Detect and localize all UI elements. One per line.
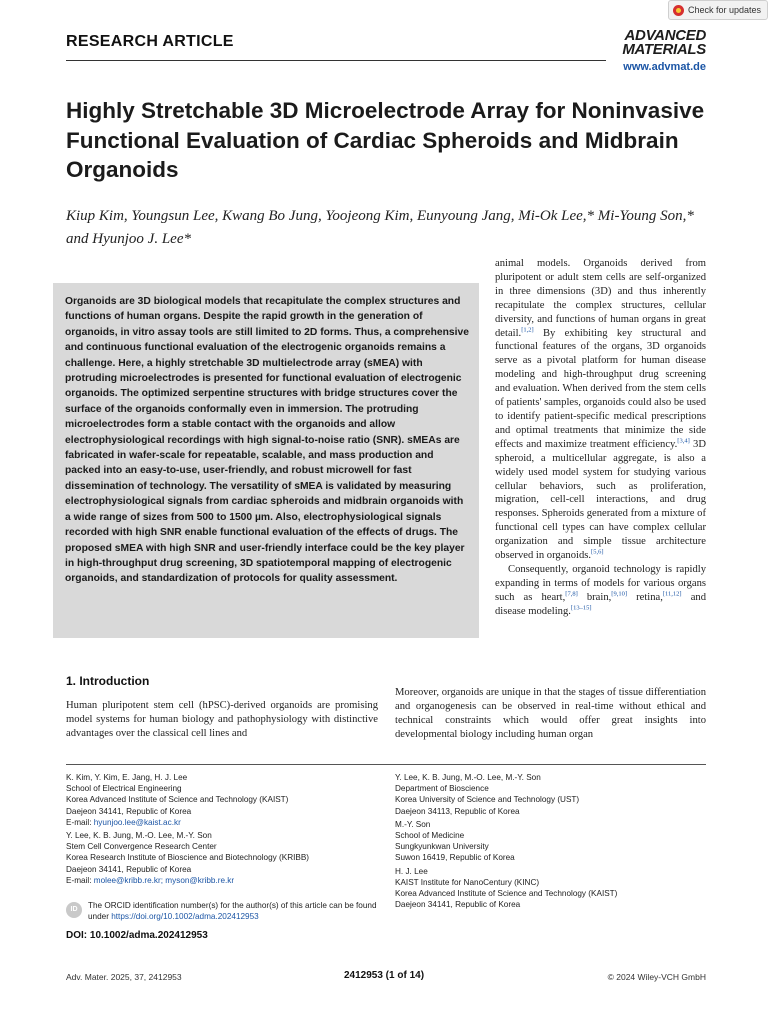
right-column-body (495, 257, 706, 619)
affiliation-line: Daejeon 34141, Republic of Korea (395, 900, 521, 910)
body-paragraph (495, 563, 706, 619)
email-link[interactable]: molee@kribb.re.kr; myson@kribb.re.kr (93, 875, 235, 885)
affiliation-names: Y. Lee, K. B. Jung, M.-O. Lee, M.-Y. Son (66, 831, 212, 841)
citation-link[interactable]: [13–15] (570, 604, 592, 612)
citation-link[interactable]: [7,8] (565, 590, 578, 598)
affiliation-line: Korea Advanced Institute of Science and Technology (KAIST) (66, 795, 289, 805)
citation-link[interactable]: [11,12] (662, 590, 682, 598)
affiliations-left (66, 772, 376, 888)
affiliation-block (66, 830, 376, 886)
text-run: animal models. Organoids derived from pluripotent or adult stem cells are self-organized in three dimensions (3D) and thus inherently recapitulate the complex structures, cellular diversity, and functions of human organs in great detail. (495, 258, 706, 339)
affiliation-block (66, 772, 376, 828)
affiliation-line: Korea Research Institute of Bioscience and Biotechnology (KRIBB) (66, 853, 310, 863)
section-label: RESEARCH ARTICLE (66, 33, 234, 50)
affiliation-names: H. J. Lee (395, 866, 428, 876)
text-run: By exhibiting key structural and functional features of the organs, 3D organoids serve as a pivotal platform for human disease modeling and high-throughput drug screening and evaluation. When derived from the stem cells of patients' samples, organoids could also be used to identify patient-specific medical prescriptions and optimal treatments that minimize the side effects and maximize treatment efficiency. (495, 327, 706, 450)
affiliation-line: Daejeon 34141, Republic of Korea (66, 806, 192, 816)
paper-title: Highly Stretchable 3D Microelectrode Array for Noninvasive Functional Evaluation of Cardiac Spheroids and Midbrain Organoids (66, 98, 705, 182)
text-run: Consequently, organoid technology is rapidly expanding in terms of models for various organs such as heart, (495, 563, 706, 603)
affiliation-divider (66, 764, 706, 765)
check-for-updates-button[interactable] (668, 0, 768, 20)
affiliation-names: M.-Y. Son (395, 819, 431, 829)
footer-page-number: 2412953 (1 of 14) (343, 970, 425, 981)
text-run: retina, (627, 591, 663, 603)
affiliation-line: Suwon 16419, Republic of Korea (395, 853, 515, 863)
affiliation-line: Daejeon 34113, Republic of Korea (395, 806, 520, 816)
email-label: E-mail: (66, 817, 94, 827)
citation-link[interactable]: [9,10] (611, 590, 627, 598)
affiliation-names: K. Kim, Y. Kim, E. Jang, H. J. Lee (66, 773, 188, 782)
right-column-continuation: Moreover, organoids are unique in that the stages of tissue differentiation and organogenesis can be observed in real-time without ethical and technical constraints which would offer great insights into developmental biology including human organ (395, 687, 706, 740)
citation-link[interactable]: [3,4] (677, 437, 690, 445)
affiliation-line: Daejeon 34141, Republic of Korea (66, 864, 192, 874)
abstract-text: Organoids are 3D biological models that recapitulate the complex structures and functions of human organs. Despite the rapid growth in the generation of organoids, in vitro assay tools are still limited to 2D forms. Thus, a comprehensive and continuous functional evaluation of the electrogenic organoids remains a challenge. Here, a highly stretchable 3D multielectrode array (sMEA) with protruding microelectrodes is presented for functional evaluation of electrogenic organoids. The optimized serpentine structures with bridge structures cover the surface of the organoids conformally even in immersion. The protruding microelectrodes form a stable contact with the organoids and allow electrophysiological recordings with high signal-to-noise ratio (SNR). sMEAs are fabricated in wafer-scale for repeatable, scalable, and mass production and packed into an easy-to-use, user-friendly, and robust microwell for fast dissemination of technology. The versatility of sMEA is validated by measuring electrophysiological signals from cardiac spheroids and midbrain organoids with a wide range of sizes from 500 to 1500 µm. Also, electrophysiological signals recorded with high SNR enable functional evaluation of the effects of drugs. The proposed sMEA with high SNR and user-friendly interface could be the key player in high-throughput drug screening, 3D spatiotemporal mapping of electrogenic organoids, and standardization of protocols for quality assessment. (65, 296, 469, 585)
logo-line-1: ADVANCED (624, 27, 706, 44)
check-for-updates-label: Check for updates (688, 5, 762, 15)
affiliation-line: Sungkyunkwan University (395, 842, 489, 852)
journal-logo (600, 29, 706, 57)
affiliation-block (395, 819, 705, 864)
affiliation-line: Korea Advanced Institute of Science and Technology (KAIST) (395, 889, 618, 899)
affiliation-line: Stem Cell Convergence Research Center (66, 842, 217, 852)
citation-link[interactable]: [1,2] (521, 326, 534, 333)
affiliation-block (395, 866, 705, 911)
text-run: brain, (577, 591, 612, 603)
intro-heading: 1. Introduction (66, 674, 150, 688)
orcid-icon: ID (66, 902, 82, 918)
text-run: and disease modeling. (495, 591, 706, 617)
footer-citation: Adv. Mater. 2025, 37, 2412953 (66, 972, 182, 982)
citation-link[interactable]: [5,6] (591, 548, 604, 556)
affiliation-line: School of Electrical Engineering (66, 784, 182, 794)
body-paragraph (495, 257, 706, 563)
author-list: Kiup Kim, Youngsun Lee, Kwang Bo Jung, Yoojeong Kim, Eunyoung Jang, Mi-Ok Lee,* Mi-Young Son,* and Hyunjoo J. Lee* (66, 208, 694, 247)
intro-paragraph: Human pluripotent stem cell (hPSC)-derived organoids are promising model systems for human biology and pathophysiology with distinctive advantages over the classical cell lines and (66, 700, 378, 739)
text-run: 3D spheroid, a multicellular aggregate, is also a widely used model system for studying various cellular behaviors, such as proliferation, migration, cell-cell interactions, and drug responses. Spheroids generated from a mixture of functional cell types can have complex cellular organization and simple tissue architecture observed in organoids. (495, 438, 706, 562)
affiliation-line: School of Medicine (395, 831, 465, 841)
orcid-text-run: The ORCID identification number(s) for the author(s) of this article can be found under (88, 901, 377, 922)
affiliation-block (395, 772, 705, 817)
orcid-text (88, 900, 386, 922)
orcid-doi-link[interactable]: https://doi.org/10.1002/adma.202412953 (111, 912, 259, 922)
email-label: E-mail: (66, 875, 94, 885)
affiliations-right (395, 772, 705, 912)
doi-line: DOI: 10.1002/adma.202412953 (66, 930, 208, 941)
affiliation-line: KAIST Institute for NanoCentury (KINC) (395, 877, 540, 887)
email-link[interactable]: hyunjoo.lee@kaist.ac.kr (93, 817, 181, 827)
affiliation-names: Y. Lee, K. B. Jung, M.-O. Lee, M.-Y. Son (395, 773, 541, 782)
logo-line-2: MATERIALS (622, 41, 706, 58)
crossmark-icon (673, 5, 684, 16)
journal-url-link[interactable]: www.advmat.de (623, 61, 706, 73)
affiliation-line: Department of Bioscience (395, 784, 489, 794)
header-divider (66, 60, 606, 61)
affiliation-line: Korea University of Science and Technology (UST) (395, 795, 580, 805)
footer-copyright: © 2024 Wiley-VCH GmbH (607, 972, 706, 982)
orcid-note (66, 900, 386, 922)
